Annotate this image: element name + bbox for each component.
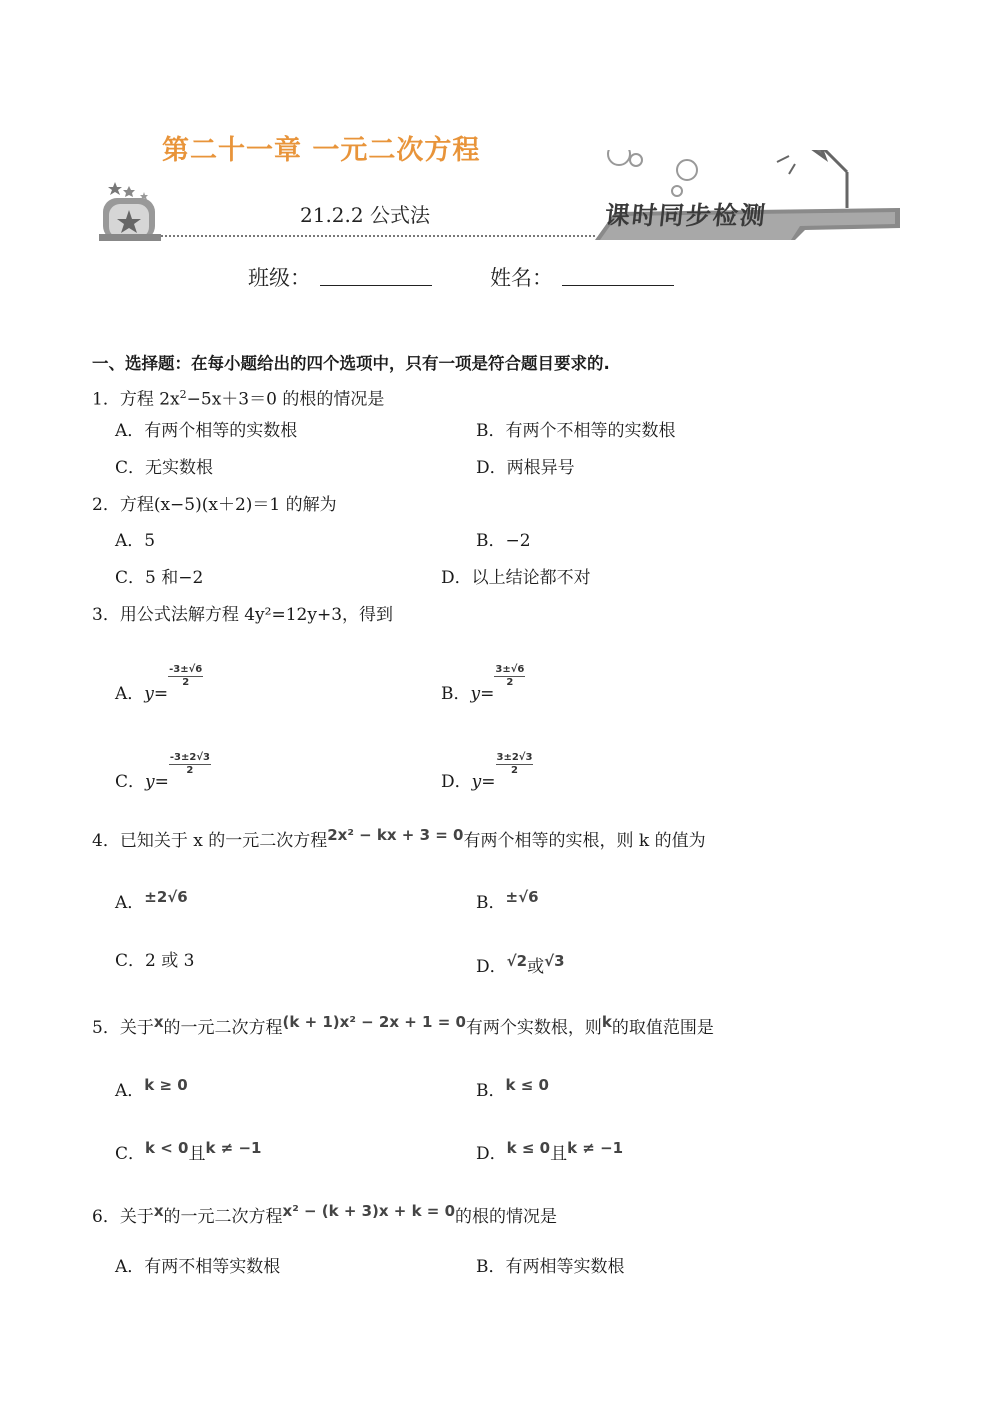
question-4-stem: 4．已知关于 x 的一元二次方程2x² − kx + 3 = 0有两个相等的实根，则 k 的值为 <box>92 826 706 851</box>
chapter-title: 第二十一章 一元二次方程 <box>162 135 481 166</box>
q6-option-b[interactable]: B．有两相等实数根 <box>476 1257 625 1277</box>
star-badge-icon <box>99 182 161 241</box>
q4-option-d[interactable]: D．√2或√3 <box>476 952 565 977</box>
fraction: $\frac{3\pm 2√3}{2}$ <box>496 752 533 776</box>
q5-option-b[interactable]: B．k ≤ 0 <box>476 1076 549 1101</box>
fraction: $\frac{3\pm√6}{2}$ <box>495 664 525 688</box>
q1-option-d[interactable]: D．两根异号 <box>476 458 575 478</box>
q2-option-b[interactable]: B．−2 <box>476 531 531 551</box>
section-title: 21.2.2 公式法 <box>300 203 430 227</box>
name-label: 姓名： <box>490 266 553 290</box>
q5-option-a[interactable]: A．k ≥ 0 <box>115 1076 188 1101</box>
question-6-stem: 6．关于x的一元二次方程x² − (k + 3)x + k = 0的根的情况是 <box>92 1202 558 1227</box>
question-1-stem: 1．方程 $2x^2-5x+3=0$ 的根的情况是 <box>92 388 385 410</box>
fraction: $\frac{-3\pm√6}{2}$ <box>169 664 203 688</box>
q3-option-b[interactable]: B．y= $\frac{3\pm√6}{2}$ <box>441 664 525 704</box>
q1-option-a[interactable]: A．有两个相等的实数根 <box>115 421 298 441</box>
lamp-icon <box>771 150 847 208</box>
q2-option-d[interactable]: D．以上结论都不对 <box>441 568 591 588</box>
q3-option-a[interactable]: A．y= $\frac{-3\pm√6}{2}$ <box>115 664 203 704</box>
q5-option-d[interactable]: D．k ≤ 0且k ≠ −1 <box>476 1139 624 1164</box>
question-5-stem: 5．关于x的一元二次方程(k + 1)x² − 2x + 1 = 0有两个实数根，则k的取值范围是 <box>92 1013 714 1038</box>
class-field[interactable] <box>320 263 432 286</box>
fraction: $\frac{-3\pm 2√3}{2}$ <box>169 752 210 776</box>
q1-option-c[interactable]: C．无实数根 <box>115 458 214 478</box>
q2-option-c[interactable]: C．5 和−2 <box>115 568 204 588</box>
q6-option-a[interactable]: A．有两不相等实数根 <box>115 1257 281 1277</box>
q4-option-a[interactable]: A．±2√6 <box>115 888 188 913</box>
q5-option-c[interactable]: C．k < 0且k ≠ −1 <box>115 1139 262 1164</box>
q3-option-d[interactable]: D．y= $\frac{3\pm 2√3}{2}$ <box>441 752 533 792</box>
q3-option-c[interactable]: C．y= $\frac{-3\pm 2√3}{2}$ <box>115 752 210 792</box>
class-label: 班级： <box>248 266 311 290</box>
question-2-stem: 2．方程(x−5)(x＋2)＝1 的解为 <box>92 495 337 515</box>
name-field[interactable] <box>562 263 674 286</box>
q1-option-b[interactable]: B．有两个不相等的实数根 <box>476 421 676 441</box>
part-heading: 一、选择题：在每小题给出的四个选项中，只有一项是符合题目要求的. <box>92 354 610 373</box>
q2-option-a[interactable]: A．5 <box>115 531 156 551</box>
bubbles-icon <box>608 150 697 196</box>
brand-title: 课时同步检测 <box>603 201 769 230</box>
question-3-stem: 3．用公式法解方程 4y²=12y+3，得到 <box>92 605 394 625</box>
q4-option-c[interactable]: C．2 或 3 <box>115 951 195 971</box>
q4-option-b[interactable]: B．±√6 <box>476 888 539 913</box>
